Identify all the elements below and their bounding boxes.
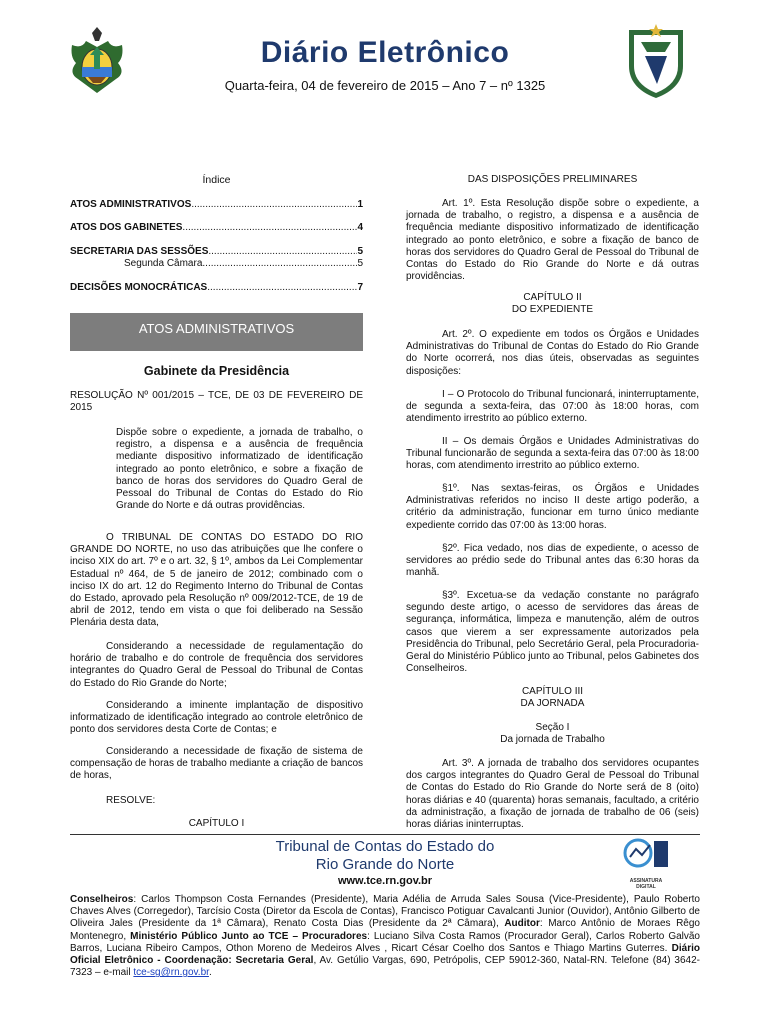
chapter-title: DAS DISPOSIÇÕES PRELIMINARES (467, 174, 638, 185)
paragraph: Considerando a necessidade de regulamentação do horário de trabalho e do controle de frequência dos servidores integrantes do Quadro Geral de Pessoal do Tribunal de Contas do Estado do Rio Grande do Norte; (70, 641, 363, 689)
resolution-summary: Dispõe sobre o expediente, a jornada de trabalho, o registro, a dispensa e a ausência de frequência mediante dispositivo informatizado de identificação integrado ao ponto eletrônico, e sobre a fixação de banco de horas dos servidores do Quadro Geral de Pessoal do Tribunal de Contas do Estado do Rio Grande do Norte e dá outras providências. (116, 427, 363, 512)
article: Art. 1º. Esta Resolução dispõe sobre o expediente, a jornada de trabalho, o registro, a dispensa e a ausência de frequência mediante dispositivo informatizado de identificação integrado ao ponto eletrônico, e sobre a fixação de banco de horas dos servidores do Quadro Geral de Pessoal do Tribunal de Contas do Estado do Rio Grande do Norte e dá outras providências. (406, 198, 699, 283)
chapter-heading: CAPÍTULO II (523, 292, 582, 303)
article-paragraph: §3º. Excetua-se da vedação constante no parágrafo segundo deste artigo, o acesso de servidores das áreas de segurança, informática, limpeza e manutenção, além de outros casos que vierem a ser expressamente autorizados pela Presidência do Tribunal, pelo Secretário Geral, pela Procuradoria-Geral do Ministério Público junto ao Tribunal, pelos Gabinetes dos Conselheiros. (406, 590, 699, 675)
article: Art. 2º. O expediente em todos os Órgãos e Unidades Administrativas do Tribunal de Contas do Estado do Rio Grande do Norte ocorrerá, nos dias úteis, observadas as seguintes disposições: (406, 329, 699, 377)
page-title: Diário Eletrônico (260, 36, 510, 69)
index-item-page: 4 (357, 222, 363, 233)
chapter-heading: CAPÍTULO I (188, 818, 245, 829)
chapter-title: DA JORNADA (520, 698, 585, 709)
credits-text: : Marco Antônio de Moraes Rêgo Montenegro, (70, 918, 700, 942)
paragraph: Considerando a iminente implantação de dispositivo informatizado de identificação integrado ao controle eletrônico de ponto dos servidores desta Corte de Contas; e (70, 700, 363, 736)
credits-label: Conselheiros (70, 894, 134, 905)
credits-label: Diário Oficial Eletrônico - Coordenação: Secretaria Geral (70, 942, 700, 967)
paragraph: O TRIBUNAL DE CONTAS DO ESTADO DO RIO GRANDE DO NORTE, no uso das atribuições que lhe confere o inciso XIX do art. 7º e o art. 32, § 1º, ambos da Lei Complementar Estadual nº 464, de 5 de janeiro de 2012; combinado com o inciso IX do art. 12 do Regimento Interno do Tribunal de Contas do Estado, aprovado pela Resolução nº 009/2012-TCE, de 19 de abril de 2012, tendo em vista o que foi deliberado na Sessão Plenária desta data, (70, 532, 363, 629)
digital-signature-badge (620, 837, 672, 890)
article-item: II – Os demais Órgãos e Unidades Administrativas do Tribunal funcionarão de segunda a sexta-feira das 07:00 às 18:00 horas, com atendimento irrestrito ao público externo. (406, 436, 699, 472)
section-title: Gabinete da Presidência (143, 364, 290, 378)
index-item-page: 1 (357, 199, 363, 210)
index-item-page: 5 (357, 246, 363, 257)
section-subtitle: Da jornada de Trabalho (500, 734, 605, 745)
article-item: I – O Protocolo do Tribunal funcionará, ininterruptamente, de segunda a sexta-feira, das 07:00 às 18:00 horas, com atendimento irrestrito ao público externo. (406, 389, 699, 425)
index-item[interactable] (70, 282, 363, 293)
badge-label: ASSINATURA DIGITAL (629, 878, 663, 890)
footer-url[interactable]: www.tce.rn.gov.br (337, 875, 433, 887)
index-item-page: 7 (357, 282, 363, 293)
article-paragraph: §2º. Fica vedado, nos dias de expediente, o acesso de servidores ao prédio sede do Tribunal antes das 6:30 horas da manhã. (406, 543, 699, 579)
index-item-label: ATOS ADMINISTRATIVOS (70, 199, 192, 210)
index-item-label: ATOS DOS GABINETES (70, 222, 183, 233)
contact-email-link[interactable]: tce-sg@rn.gov.br (133, 967, 209, 979)
index-item-label: DECISÕES MONOCRÁTICAS (70, 282, 208, 293)
section-banner (70, 313, 363, 351)
index-item-label: Segunda Câmara (124, 258, 203, 269)
index-item[interactable] (70, 246, 363, 257)
footer-credits (70, 894, 700, 979)
footer-divider (70, 834, 700, 835)
index-item-page: 5 (357, 258, 363, 269)
index-item[interactable] (70, 199, 363, 210)
footer-institution-line1: Tribunal de Contas do Estado do (275, 838, 495, 855)
index-subitem[interactable] (124, 258, 363, 269)
index-item-label: SECRETARIA DAS SESSÕES (70, 246, 209, 257)
credits-label: Ministério Público Junto ao TCE – Procuradores (130, 930, 368, 942)
issue-date-line: Quarta-feira, 04 de fevereiro de 2015 – Ano 7 – nº 1325 (224, 78, 546, 93)
section-banner-label: ATOS ADMINISTRATIVOS (138, 321, 295, 336)
credits-text: : Luciano Silva Costa Ramos (Procurador Geral), Carlos Roberto Galvão Barros, Luciana Ribeiro Campos, Othon Moreno de Medeiros Alves , Ricart César Coelho dos Santos e Thiago Martins Guterres. (70, 930, 700, 954)
chapter-title: DO EXPEDIENTE (511, 304, 594, 315)
paragraph: Considerando a necessidade de fixação de sistema de compensação de horas de trabalho mediante a criação de bancos de horas, (70, 746, 363, 782)
credits-text: : Carlos Thompson Costa Fernandes (Presidente), Maria Adélia de Arruda Sales Sousa (Vice-Presidente), Paulo Roberto Chaves Alves (Corregedor), Tarcísio Costa (Diretor da Escola de Contas), Francisco Potiguar Cavalcanti Junior (Ouvidor), Antônio Gilberto de Oliveira Jales (Presidente da 1ª Câmara), Renato Costa Dias (Presidente da 2ª Câmara), (70, 894, 700, 930)
article-paragraph: §1º. Nas sextas-feiras, os Órgãos e Unidades Administrativas referidos no inciso II deste artigo poderão, a critério da administração, funcionar em turno único mediante expediente corrido das 07:00 às 13:00 horas. (406, 483, 699, 531)
section-heading: Seção I (535, 722, 570, 733)
chapter-heading: CAPÍTULO III (521, 686, 584, 697)
credits-label: Auditor (504, 918, 540, 930)
resolution-heading: RESOLUÇÃO Nº 001/2015 – TCE, DE 03 DE FEVEREIRO DE 2015 (70, 390, 363, 414)
index-item[interactable] (70, 222, 363, 233)
footer-institution-line2: Rio Grande do Norte (315, 856, 455, 873)
article: Art. 3º. A jornada de trabalho dos servidores ocupantes dos cargos integrantes do Quadro Geral de Pessoal do Tribunal de Contas do Estado do Rio Grande do Norte será de 8 (oito) horas diárias e 40 (quarenta) horas semanais, facultado, a critério da administração, a fixação de jornada de trabalho de 06 (seis) horas diárias ininterruptas. (406, 758, 699, 831)
index-heading: Índice (202, 174, 231, 186)
credits-text: , Av. Getúlio Vargas, 690, Petrópolis, CEP 59012-360, Natal-RN. Telefone (84) 3642-7323 – e-mail (70, 955, 700, 979)
resolve-label: RESOLVE: (106, 795, 156, 806)
credits-text: . (208, 967, 212, 979)
